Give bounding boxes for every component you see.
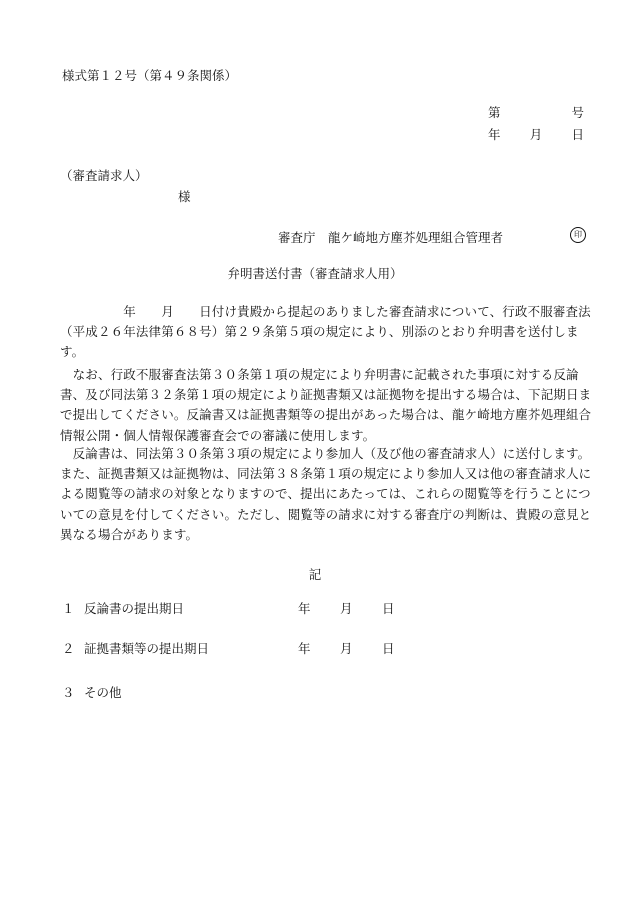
item-date-year: 年 [298, 601, 311, 616]
body-paragraph-3: 反論書は、同法第３０条第３項の規定により参加人（及び他の審査請求人）に送付します。また、証拠書類又は証拠物は、同法第３８条第１項の規定により参加人又は他の審査請求人による閲覧等の請求の対象となりますので、提出にあたっては、これらの閲覧等を行うことについての意見を付してください。ただし、閲覧等の請求に対する審査庁の判断は、貴殿の意見と異なる場合があります。 [60, 446, 592, 542]
item-number: ３ [62, 685, 75, 700]
item-label: 反論書の提出期日 [84, 601, 185, 616]
date-month: 月 [529, 127, 543, 142]
document-number-prefix: 第 [488, 105, 501, 120]
item-date-month: 月 [340, 641, 353, 656]
item-date-month: 月 [340, 601, 353, 616]
list-item-evidence-deadline [62, 639, 424, 657]
list-item-other [62, 683, 298, 701]
body-paragraph-1: 年 月 日付け貴殿から提起のありました審査請求について、行政不服審査法（平成２６年法律第６８号）第２９条第５項の規定により、別添のとおり弁明書を送付します。 [60, 304, 591, 360]
item-date [298, 599, 424, 617]
date-year: 年 [488, 127, 501, 142]
form-number: 様式第１２号（第４９条関係） [62, 68, 238, 83]
item-date-day: 日 [382, 641, 395, 656]
addressee-label: （審査請求人） [60, 168, 148, 183]
document-date [488, 125, 584, 147]
item-label: その他 [84, 685, 122, 700]
document-number-date [488, 103, 584, 147]
seal-mark: 印 [570, 227, 586, 243]
list-item-rebuttal-deadline [62, 599, 424, 617]
body-paragraph-2: なお、行政不服審査法第３０条第１項の規定により弁明書に記載された事項に対する反論書、及び同法第３２条第１項の規定により証拠書類又は証拠物を提出する場合は、下記期日まで提出してください。反論書又は証拠書類等の提出があった場合は、龍ケ崎地方塵芥処理組合情報公開・個人情報保護審査会での審議に使用します。 [60, 367, 592, 443]
item-date [298, 639, 424, 657]
date-day: 日 [571, 127, 584, 142]
item-date-year: 年 [298, 641, 311, 656]
ki-heading: 記 [308, 567, 322, 582]
sender: 審査庁 龍ケ崎地方塵芥処理組合管理者 [278, 230, 504, 245]
document-number [488, 103, 584, 125]
item-label: 証拠書類等の提出期日 [84, 641, 210, 656]
item-number: １ [62, 601, 75, 616]
document-title: 弁明書送付書（審査請求人用） [227, 266, 403, 281]
item-date-day: 日 [382, 601, 395, 616]
item-number: ２ [62, 641, 75, 656]
document-number-suffix: 号 [571, 105, 584, 120]
addressee-honorific: 様 [178, 189, 191, 204]
